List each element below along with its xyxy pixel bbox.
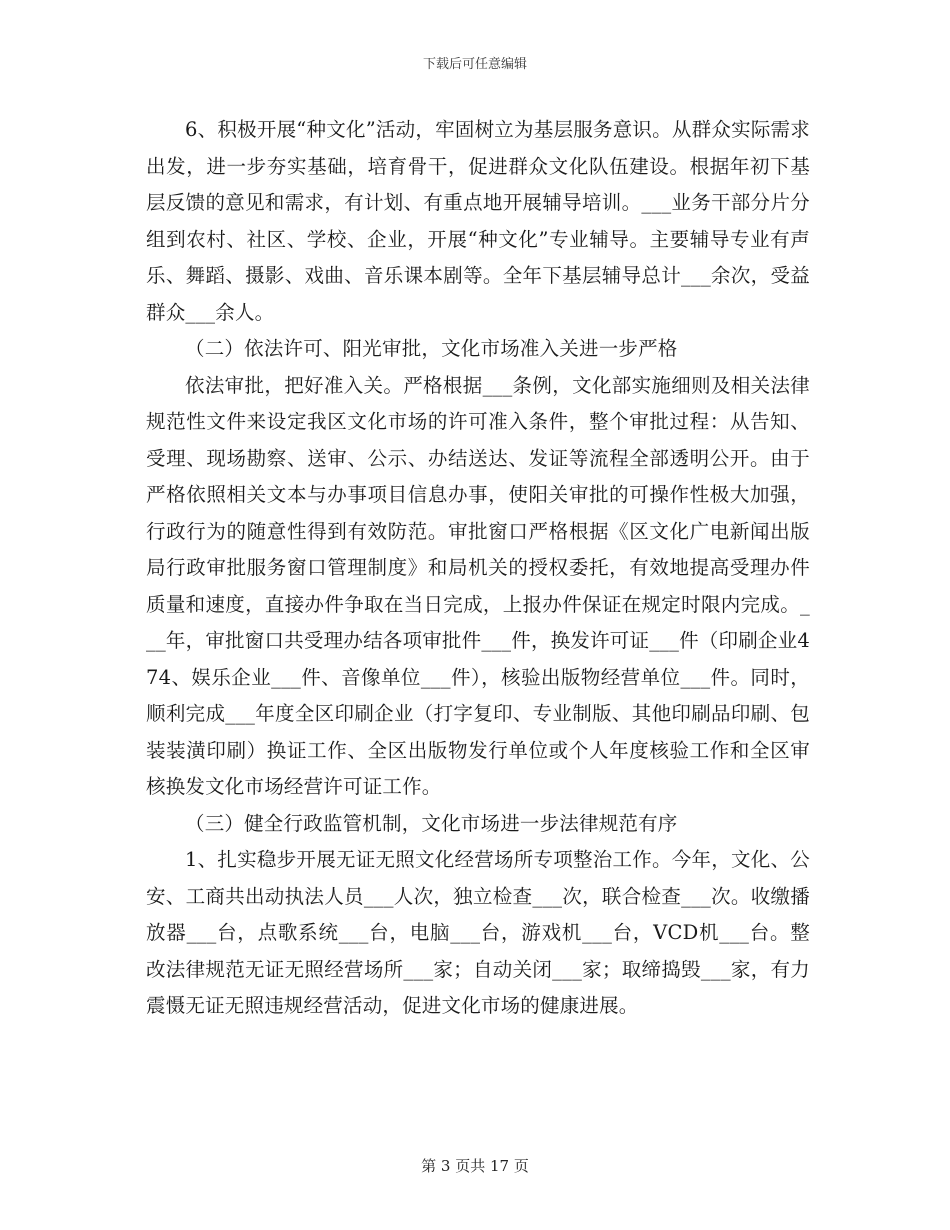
- paragraph-approval: 依法审批，把好准入关。严格根据___条例，文化部实施细则及相关法律规范性文件来设定我区文化市场的许可准入条件，整个审批过程：从告知、受理、现场勘察、送审、公示、办结送达、发证等流程全部透明公开。由于严格依照相关文本与办事项目信息办事，使阳关审批的可操作性极大加强，行政行为的随意性得到有效防范。审批窗口严格根据《区文化广电新闻出版局行政审批服务窗口管理制度》和局机关的授权委托，有效地提高受理办件质量和速度，直接办件争取在当日完成，上报办件保证在规定时限内完成。___年，审批窗口共受理办结各项审批件___件，换发许可证___件（印刷企业474、娱乐企业___件、音像单位___件），核验出版物经营单位___件。同时，顺利完成___年度全区印刷企业（打字复印、专业制版、其他印刷品印刷、包装装潢印刷）换证工作、全区出版物发行单位或个人年度核验工作和全区审核换发文化市场经营许可证工作。: [146, 373, 810, 798]
- page-header: 下载后可任意编辑: [422, 57, 527, 72]
- paragraph-rectification: 1、扎实稳步开展无证无照文化经营场所专项整治工作。今年，文化、公安、工商共出动执法人员___人次，独立检查___次，联合检查___次。收缴播放器___台，点歌系统___台，电脑___台，游戏机___台，VCD机___台。整改法律规范无证无照经营场所___家；自动关闭___家；取缔捣毁___家，有力震慑无证无照违规经营活动，促进文化市场的健康进展。: [146, 848, 810, 1017]
- paragraph-cultivate-culture: 6、积极开展“种文化”活动，牢固树立为基层服务意识。从群众实际需求出发，进一步夯实基础，培育骨干，促进群众文化队伍建设。根据年初下基层反馈的意见和需求，有计划、有重点地开展辅导培训。___业务干部分片分组到农村、社区、学校、企业，开展“种文化”专业辅导。主要辅导专业有声乐、舞蹈、摄影、戏曲、音乐课本剧等。全年下基层辅导总计___余次，受益群众___余人。: [146, 118, 810, 324]
- page-footer: 第 3 页共 17 页: [421, 1157, 529, 1175]
- document-body: [146, 112, 810, 1025]
- section-heading-2: （二）依法许可、阳光审批，文化市场准入关进一步严格: [185, 337, 678, 360]
- section-heading-3: （三）健全行政监管机制，文化市场进一步法律规范有序: [185, 811, 678, 835]
